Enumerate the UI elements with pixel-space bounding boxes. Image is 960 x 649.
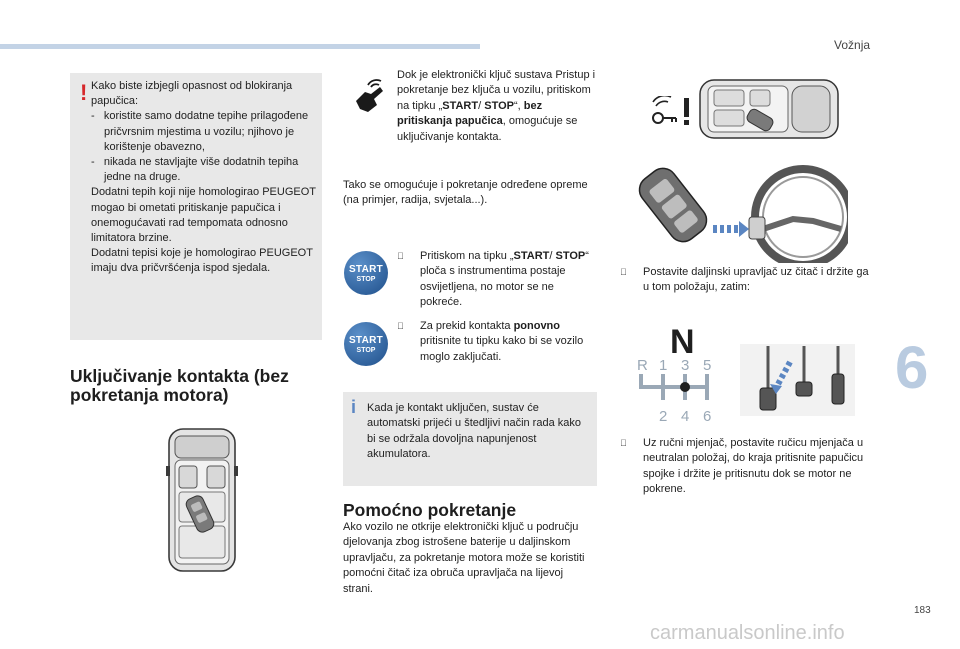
car-top-view-illustration (166, 426, 238, 574)
bullet-icon (397, 319, 404, 334)
bullet-icon (620, 265, 627, 280)
bullet-icon (397, 249, 404, 264)
warning-text (91, 79, 319, 277)
warning-paragraph: Dodatni tepih koji nije homologirao PEUGEOT mogao bi ometati pritiskanje papučica i onemogućavati rad tempomata odnosno limitatora brzine. (91, 186, 316, 245)
gear-label: 4 (681, 408, 690, 425)
gear-label: 1 (659, 357, 668, 374)
warning-paragraph: Dodatni tepisi koje je homologirao PEUGEOT imaju dva pričvršćenja ispod sjedala. (91, 247, 313, 275)
warning-icon: ! (80, 80, 88, 105)
gear-label: 6 (703, 408, 712, 425)
warning-intro: Kako biste izbjegli opasnost od blokiranja papučica: (91, 80, 293, 108)
heading-backup-start: Pomoćno pokretanje (343, 500, 517, 520)
chapter-tab-number: 6 (895, 334, 929, 401)
equipment-text: Tako se omogućuje i pokretanje određene opreme (na primjer, radija, svjetala...). (343, 179, 588, 207)
gear-label: 2 (659, 408, 668, 425)
page-number: 183 (914, 605, 931, 616)
warning-bullet: - koristite samo dodatne tepihe prilagođene pričvrsnim mjestima u vozilu; njihovo je korištenje obavezno, (91, 110, 309, 153)
step-start: Pritiskom na tipku „START/ STOP“ ploča s instrumentima postaje osvijetljena, no motor se ne pokreće. (397, 249, 597, 311)
gear-label: R (637, 357, 648, 374)
pedals-illustration (740, 344, 855, 416)
van-key-illustration (698, 76, 840, 142)
backup-start-text: Ako vozilo ne otkrije elektronički ključ u području djelovanja zbog istrošene baterije u daljinskom upravljaču, za pokretanje motora može se koristiti pomoćni čitač iza obruča upravljača na lijevoj strani. (343, 521, 585, 595)
bullet-icon (620, 436, 627, 451)
keyless-hand-icon (350, 79, 390, 119)
gear-label: 3 (681, 357, 690, 374)
section-title: Vožnja (834, 38, 871, 52)
watermark: carmanualsonline.info (650, 622, 845, 644)
key-warning-icon (650, 96, 694, 128)
info-text: Kada je kontakt uključen, sustav će automatski prijeći u štedljivi način rada kako bi se održala dovoljna napunjenost akumulatora. (367, 402, 581, 461)
gear-shift-diagram (630, 322, 725, 428)
gear-neutral-label: N (670, 323, 695, 361)
gear-label: 5 (703, 357, 712, 374)
info-icon: i (351, 397, 357, 417)
start-stop-button-icon: START STOP (344, 322, 388, 366)
start-stop-button-icon: START STOP (344, 251, 388, 295)
heading-ignition: Uključivanje kontakta (bez pokretanja motora) (70, 366, 289, 405)
remote-reader-illustration (633, 159, 848, 263)
header-bar (0, 44, 480, 49)
warning-bullet: - nikada ne stavljajte više dodatnih tepiha jedne na druge. (91, 156, 299, 184)
step-remote: Postavite daljinski upravljač uz čitač i držite ga u tom položaju, zatim: (620, 265, 870, 296)
keyless-info-text: Dok je elektronički ključ sustava Pristup i pokretanje bez ključa u vozilu, pritiskom na tipku „START/ STOP“, bez pritiskanja papučica, omogućuje se uključivanje kontakta. (397, 69, 596, 143)
step-gear: Uz ručni mjenjač, postavite ručicu mjenjača u neutralan položaj, do kraja pritisnite papučicu spojke i držite je pritisnutu dok se motor ne pokrene. (620, 436, 870, 498)
step-stop: Za prekid kontakta ponovno pritisnite tu tipku kako bi se vozilo moglo zaključati. (397, 319, 597, 365)
